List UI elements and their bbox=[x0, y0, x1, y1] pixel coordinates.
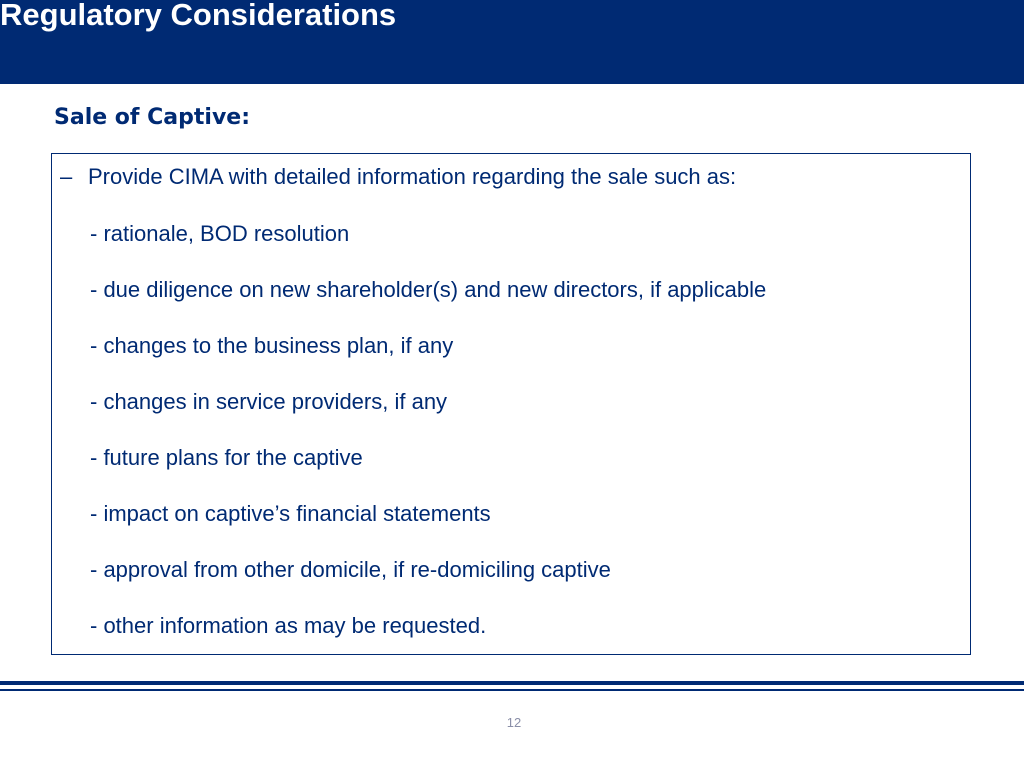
footer-divider-thin bbox=[0, 689, 1024, 691]
list-item: - impact on captive’s financial statements bbox=[90, 501, 491, 526]
slide-title: Regulatory Considerations bbox=[0, 0, 397, 32]
list-item: - changes to the business plan, if any bbox=[90, 333, 454, 358]
footer-divider-thick bbox=[0, 681, 1024, 685]
list-item: - future plans for the captive bbox=[90, 445, 363, 470]
header-bar bbox=[0, 0, 1024, 84]
lead-bullet bbox=[60, 162, 736, 192]
section-heading: Sale of Captive: bbox=[54, 105, 251, 130]
list-item: - approval from other domicile, if re-domiciling captive bbox=[90, 557, 611, 582]
list-item: - changes in service providers, if any bbox=[90, 389, 448, 414]
content-box bbox=[51, 153, 971, 655]
page-number: 12 bbox=[506, 715, 522, 730]
detail-list bbox=[90, 219, 766, 667]
list-item: - rationale, BOD resolution bbox=[90, 221, 350, 246]
list-item: - other information as may be requested. bbox=[90, 613, 487, 638]
list-item: - due diligence on new shareholder(s) and new directors, if applicable bbox=[90, 277, 767, 302]
lead-dash: – bbox=[60, 164, 73, 189]
lead-text: Provide CIMA with detailed information regarding the sale such as: bbox=[88, 164, 737, 189]
